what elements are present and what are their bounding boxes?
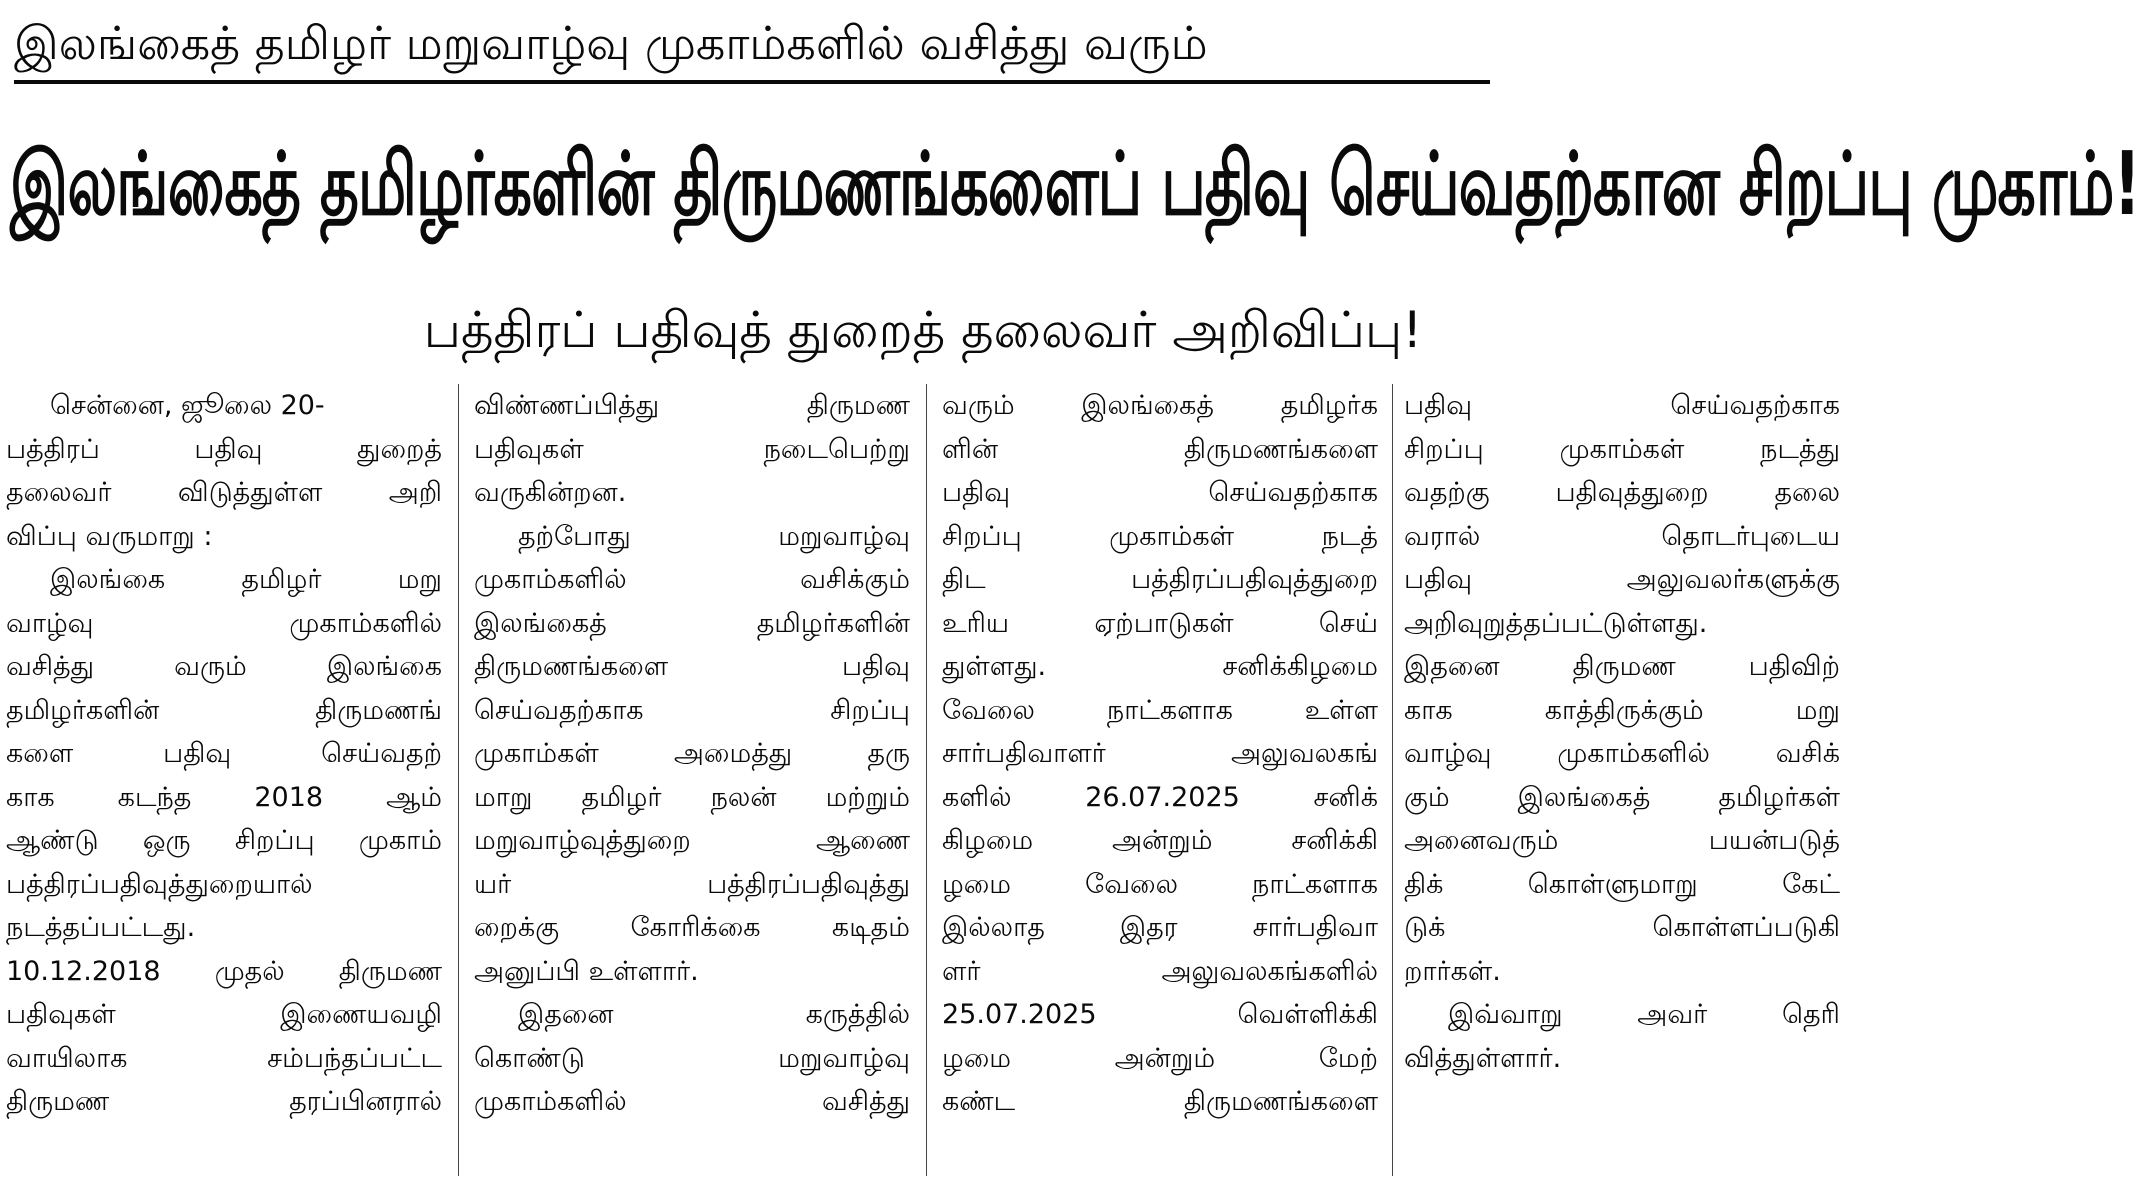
body-text-line: திக் கொள்ளுமாறு கேட் — [1404, 868, 1840, 900]
body-text-line: வித்துள்ளார். — [1404, 1042, 1562, 1074]
body-text-line: கொண்டு மறுவாழ்வு — [474, 1042, 910, 1074]
subheadline: பத்திரப் பதிவுத் துறைத் தலைவர் அறிவிப்பு! — [423, 301, 1423, 359]
body-text-line: பதிவுகள் இணையவழி — [6, 999, 442, 1030]
body-text-line: காக கடந்த 2018 ஆம் — [6, 781, 442, 813]
body-text-line: ளர் அலுவலகங்களில் — [942, 955, 1378, 987]
body-text-line: கண்ட திருமணங்களை — [942, 1086, 1378, 1117]
body-text-line: தலைவர் விடுத்துள்ள அறி — [6, 477, 442, 508]
body-text-line: அனைவரும் பயன்படுத் — [1404, 825, 1840, 856]
body-text-line: வரும் இலங்கைத் தமிழர்க — [942, 390, 1378, 421]
column-divider — [458, 384, 459, 1176]
body-text-line: பதிவு செய்வதற்காக — [942, 477, 1378, 508]
body-text-line: களில் 26.07.2025 சனிக் — [942, 781, 1378, 813]
body-text-line: வருகின்றன. — [474, 477, 627, 508]
body-text-line: றைக்கு கோரிக்கை கடிதம் — [474, 912, 910, 943]
body-text-line: இவ்வாறு அவர் தெரி — [1448, 999, 1840, 1030]
body-text-line: அனுப்பி உள்ளார். — [474, 955, 699, 987]
article-body — [6, 384, 1840, 1176]
body-text-line: திருமண தரப்பினரால் — [6, 1086, 442, 1117]
kicker-line: இலங்கைத் தமிழர் மறுவாழ்வு முகாம்களில் வசித்து வரும் — [14, 16, 1208, 70]
body-text-line: ழமை அன்றும் மேற் — [942, 1042, 1378, 1074]
column-divider — [1392, 384, 1393, 1176]
body-text-line: இதனை திருமண பதிவிற் — [1404, 651, 1840, 682]
body-text-line: தமிழர்களின் திருமணங் — [6, 694, 442, 726]
body-text-line: பதிவு செய்வதற்காக — [1404, 390, 1840, 421]
body-text-line: வசித்து வரும் இலங்கை — [6, 651, 442, 682]
body-text-line: ளின் திருமணங்களை — [942, 433, 1378, 465]
body-text-line: வரால் தொடர்புடைய — [1404, 520, 1840, 552]
body-text-line: சிறப்பு முகாம்கள் நடத் — [942, 520, 1378, 552]
body-text-line: மறுவாழ்வுத்துறை ஆணை — [474, 825, 910, 856]
body-text-line: நடத்தப்பட்டது. — [6, 912, 196, 943]
body-text-line: பதிவு அலுவலர்களுக்கு — [1404, 564, 1840, 595]
body-text-line: 25.07.2025 வெள்ளிக்கி — [942, 999, 1378, 1030]
body-text-line: அறிவுறுத்தப்பட்டுள்ளது. — [1404, 607, 1708, 639]
body-text-line: திருமணங்களை பதிவு — [474, 651, 910, 682]
column-2 — [474, 384, 910, 1176]
body-text-line: பதிவுகள் நடைபெற்று — [474, 433, 910, 465]
column-3 — [942, 384, 1378, 1176]
headline: இலங்கைத் தமிழர்களின் திருமணங்களைப் பதிவு செய்வதற்கான சிறப்பு முகாம்! — [10, 134, 2140, 236]
body-text-line: திட பத்திரப்பதிவுத்துறை — [942, 564, 1378, 595]
body-text-line: வாழ்வு முகாம்களில் — [6, 607, 442, 639]
body-text-line: இலங்கை தமிழர் மறு — [50, 564, 442, 595]
column-divider — [926, 384, 927, 1176]
column-1 — [6, 384, 442, 1176]
body-text-line: விப்பு வருமாறு : — [6, 520, 213, 552]
body-text-line: இலங்கைத் தமிழர்களின் — [474, 607, 910, 639]
body-text-line: முகாம்களில் வசித்து — [474, 1086, 910, 1117]
column-4 — [1404, 384, 1840, 1176]
body-text-line: கிழமை அன்றும் சனிக்கி — [942, 825, 1378, 856]
body-text-line: காக காத்திருக்கும் மறு — [1404, 694, 1840, 726]
body-text-line: பத்திரப்பதிவுத்துறையால் — [6, 868, 313, 900]
body-text-line: டுக் கொள்ளப்படுகி — [1404, 912, 1840, 943]
body-text-line: மாறு தமிழர் நலன் மற்றும் — [474, 781, 910, 813]
body-text-line: தற்போது மறுவாழ்வு — [518, 520, 910, 552]
body-text-line: இதனை கருத்தில் — [518, 999, 910, 1030]
body-text-line: வாயிலாக சம்பந்தப்பட்ட — [6, 1042, 442, 1074]
body-text-line: வதற்கு பதிவுத்துறை தலை — [1404, 477, 1840, 508]
body-text-line: முகாம்களில் வசிக்கும் — [474, 564, 910, 595]
body-text-line: வேலை நாட்களாக உள்ள — [942, 694, 1378, 726]
body-text-line: முகாம்கள் அமைத்து தரு — [474, 738, 910, 769]
body-text-line: துள்ளது. சனிக்கிழமை — [942, 651, 1378, 682]
body-text-line: செய்வதற்காக சிறப்பு — [474, 694, 910, 726]
body-text-line: வாழ்வு முகாம்களில் வசிக் — [1404, 738, 1840, 769]
body-text-line: றார்கள். — [1404, 955, 1501, 987]
body-text-line: ஆண்டு ஒரு சிறப்பு முகாம் — [6, 825, 442, 856]
body-text-line: 10.12.2018 முதல் திருமண — [6, 955, 442, 987]
body-text-line: இல்லாத இதர சார்பதிவா — [942, 912, 1378, 943]
body-text-line: ழமை வேலை நாட்களாக — [942, 868, 1378, 900]
body-text-line: களை பதிவு செய்வதற் — [6, 738, 442, 769]
body-text-line: உரிய ஏற்பாடுகள் செய் — [942, 607, 1378, 639]
body-text-line: சார்பதிவாளர் அலுவலகங் — [942, 738, 1378, 769]
body-text-line: கும் இலங்கைத் தமிழர்கள் — [1404, 781, 1840, 813]
body-text-line: யர் பத்திரப்பதிவுத்து — [474, 868, 910, 900]
body-text-line: பத்திரப் பதிவு துறைத் — [6, 433, 442, 465]
body-text-line: சிறப்பு முகாம்கள் நடத்து — [1404, 433, 1840, 465]
body-text-line: சென்னை, ஜூலை 20- — [50, 390, 325, 421]
body-text-line: விண்ணப்பித்து திருமண — [474, 390, 910, 421]
